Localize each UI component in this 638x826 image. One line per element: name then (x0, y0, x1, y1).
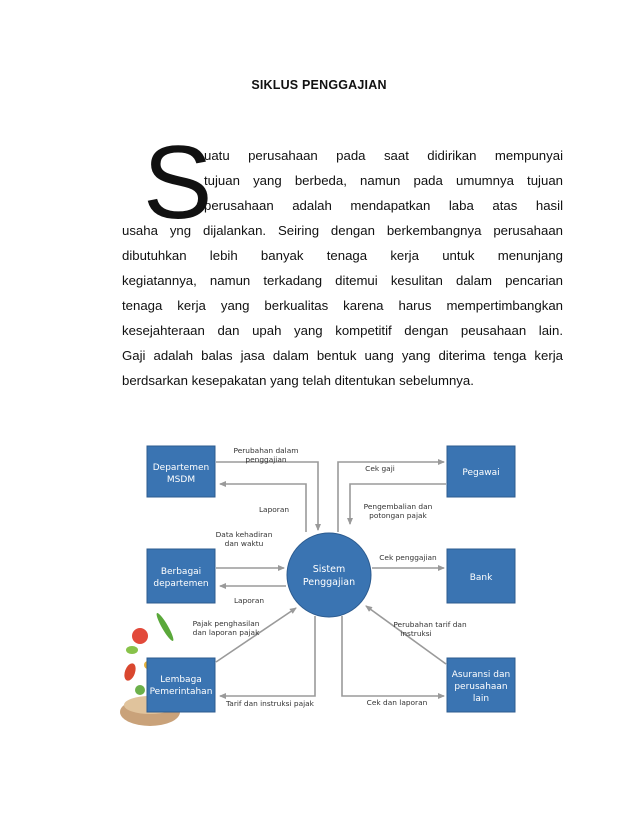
box-label: departemen (153, 579, 209, 589)
box-departemen-msdm (147, 446, 215, 497)
arrow-label: Perubahan tarif dan (393, 620, 467, 629)
arrow-label: Cek gaji (365, 464, 395, 473)
page-title: SIKLUS PENGGAJIAN (251, 78, 387, 92)
arrow-label: dan laporan pajak (192, 628, 260, 637)
paragraph-line: tujuan yang berbeda, namun pada umumnya tujuan (204, 173, 563, 188)
box-label: lain (472, 694, 490, 704)
center-circle (287, 533, 371, 617)
circle-label: Penggajian (302, 577, 356, 588)
box-label: Pemerintahan (149, 687, 213, 697)
arrow-label: penggajian (245, 455, 287, 464)
box-bank (447, 549, 515, 603)
paragraph-line: dibutuhkan lebih banyak tenaga kerja untuk menunjang (122, 248, 563, 263)
arrow-label: potongan pajak (369, 511, 427, 520)
arrow-label: Laporan (258, 505, 290, 514)
box-label: Berbagai (160, 567, 202, 577)
drop-cap: S (143, 125, 213, 241)
arrow-label: instruksi (400, 629, 432, 638)
box-label: Bank (469, 573, 493, 583)
box-lembaga-pemerintahan (147, 658, 215, 712)
box-label: Asuransi dan (451, 670, 511, 680)
arrow-label: Perubahan dalam (233, 446, 299, 455)
arrow-label: dan waktu (224, 539, 264, 548)
box-label: Pegawai (462, 468, 500, 478)
arrow-label: Pengembalian dan (363, 502, 433, 511)
box-label: MSDM (166, 475, 196, 485)
box-asuransi (447, 658, 515, 712)
paragraph-line: usaha yng dijalankan. Seiring dengan berkembangnya perusahaan (122, 223, 563, 238)
circle-label: Sistem (312, 564, 346, 575)
arrow-label: Cek dan laporan (366, 698, 428, 707)
paragraph-line: Gaji adalah balas jasa dalam bentuk uang yang diterima tenga kerja (122, 348, 563, 363)
arrow-label: Laporan (233, 596, 265, 605)
arrow-label: Pajak penghasilan (192, 619, 260, 628)
paragraph-line: tenaga kerja yang berkualitas karena harus mempertimbangkan (122, 298, 563, 313)
arrow-label: Tarif dan instruksi pajak (226, 699, 314, 708)
paragraph-line: uatu perusahaan pada saat didirikan mempunyai (204, 148, 563, 163)
paragraph-line: kesejahteraan dan upah yang kompetitif dengan peusahaan lain. (122, 323, 563, 338)
paragraph-line: berdsarkan kesepakatan yang telah ditentukan sebelumnya. (122, 373, 474, 388)
paragraph-line: kegiatannya, namun terkadang ditemui kesulitan dalam pencarian (122, 273, 563, 288)
box-berbagai-departemen (147, 549, 215, 603)
arrow-label: Cek penggajian (379, 553, 437, 562)
box-label: Departemen (152, 463, 210, 473)
box-pegawai (447, 446, 515, 497)
box-label: Lembaga (160, 675, 202, 685)
arrow-label: Data kehadiran (215, 530, 273, 539)
box-label: perusahaan (454, 682, 508, 692)
paragraph-line: perusahaan adalah mendapatkan laba atas hasil (204, 198, 563, 213)
